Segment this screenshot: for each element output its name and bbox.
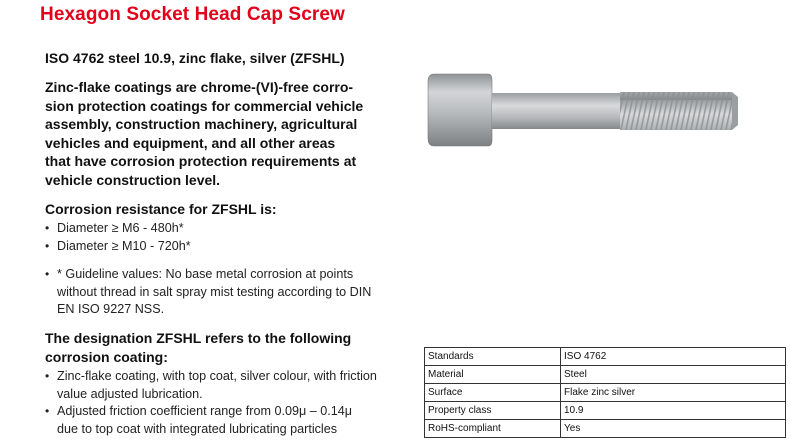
table-row (425, 348, 786, 366)
spec-key: Material (425, 366, 561, 384)
spec-key: Surface (425, 384, 561, 402)
intro-line: vehicles and equipment, and all other areas (45, 134, 336, 151)
spec-value: Yes (561, 420, 786, 438)
intro-line: Zinc-flake coatings are chrome-(VI)-free corro- (45, 79, 354, 95)
list-item (45, 266, 371, 319)
designation-list (45, 368, 377, 438)
specs-table (424, 347, 786, 438)
screw-image (420, 60, 750, 160)
table-row (425, 366, 786, 384)
page-title: Hexagon Socket Head Cap Screw (40, 4, 345, 25)
guideline-note (45, 266, 371, 319)
corrosion-heading-text: Corrosion resistance for ZFSHL is: (45, 201, 277, 217)
corrosion-list (45, 220, 191, 255)
intro-line: assembly, construction machinery, agricultural (45, 116, 358, 133)
list-item-text: • Zinc-flake coating, with top coat, silver colour, with friction (57, 369, 377, 383)
list-item (45, 403, 377, 438)
note-line: EN ISO 9227 NSS. (57, 302, 165, 316)
list-item (45, 368, 377, 403)
note-line: • * Guideline values: No base metal corrosion at points (57, 267, 354, 281)
spec-value: ISO 4762 (561, 348, 786, 366)
table-row (425, 402, 786, 420)
intro-line: sion protection coatings for commercial vehicle (45, 97, 364, 114)
note-line: without thread in salt spray mist testing according to DIN (57, 284, 372, 299)
designation-heading-line: corrosion coating: (45, 348, 168, 365)
list-item-text: • Diameter ≥ M10 - 720h* (57, 238, 191, 253)
intro-line: that have corrosion protection requirements at (45, 153, 357, 170)
spec-value: Steel (561, 366, 786, 384)
spec-key: Standards (425, 348, 561, 366)
list-item (45, 220, 191, 238)
list-item (45, 238, 191, 256)
list-item-text: value adjusted lubrication. (57, 386, 203, 401)
screw-illustration (420, 60, 750, 160)
screw-head (428, 74, 492, 146)
corrosion-heading (45, 200, 277, 219)
intro-paragraph (45, 78, 375, 190)
spec-value: 10.9 (561, 402, 786, 420)
list-item-text: • Diameter ≥ M6 - 480h* (57, 221, 184, 235)
product-subtitle: ISO 4762 steel 10.9, zinc flake, silver (ZFSHL) (45, 50, 345, 66)
designation-heading-line: The designation ZFSHL refers to the following (45, 330, 352, 346)
list-item-text: • Adjusted friction coefficient range from 0.09μ – 0.14μ (57, 404, 353, 418)
intro-line: vehicle construction level. (45, 171, 221, 188)
table-row (425, 420, 786, 438)
list-item-text: due to top coat with integrated lubricating particles (57, 421, 338, 436)
spec-key: RoHS-compliant (425, 420, 561, 438)
spec-key: Property class (425, 402, 561, 420)
screw-thread (620, 92, 732, 130)
table-row (425, 384, 786, 402)
designation-heading (45, 329, 351, 366)
screw-shank (492, 93, 620, 129)
spec-value: Flake zinc silver (561, 384, 786, 402)
